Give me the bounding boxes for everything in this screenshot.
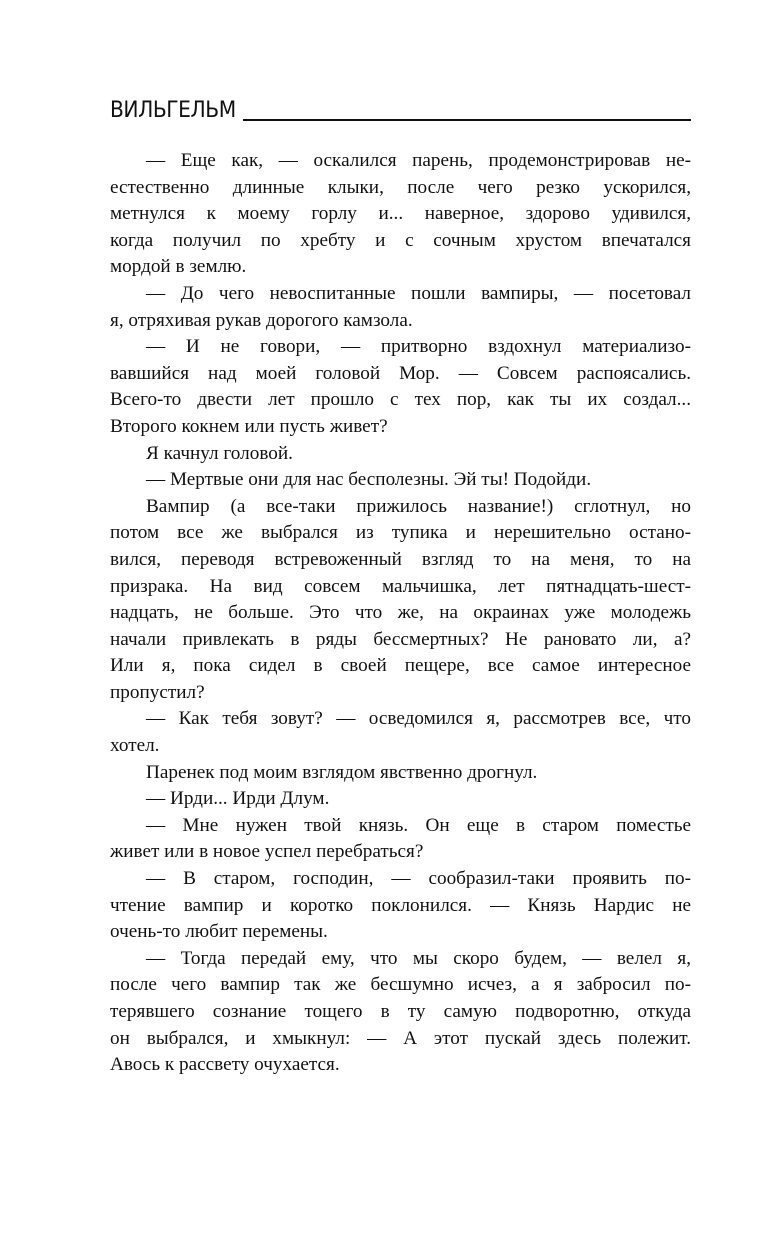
text-line: — Как тебя зовут? — осведомился я, рассмотрев все, что <box>146 708 691 730</box>
paragraph <box>110 706 691 759</box>
text-line: очень-то любит перемены. <box>110 921 328 943</box>
paragraph <box>110 494 691 707</box>
text-line: Второго кокнем или пусть живет? <box>110 415 388 437</box>
text-line: Я качнул головой. <box>146 442 293 464</box>
text-line: живет или в новое успел перебраться? <box>110 841 424 863</box>
paragraph <box>110 441 691 468</box>
paragraph <box>110 467 691 494</box>
text-line: Вампир (а все-таки прижилось название!) сглотнул, но <box>146 495 691 517</box>
text-line: естественно длинные клыки, после чего резко ускорился, <box>110 176 691 198</box>
running-title: ВИЛЬГЕЛЬМ <box>110 98 236 123</box>
paragraph <box>110 946 691 1079</box>
text-line: — До чего невоспитанные пошли вампиры, — посетовал <box>146 282 691 304</box>
text-line: Авось к рассвету очухается. <box>110 1054 340 1076</box>
text-line: я, отряхивая рукав дорогого камзола. <box>110 309 413 331</box>
text-line: вился, переводя встревоженный взгляд то на меня, то на <box>110 548 691 570</box>
paragraph <box>110 334 691 440</box>
text-line: — Тогда передай ему, что мы скоро будем, — велел я, <box>146 947 691 969</box>
running-header <box>110 96 691 122</box>
text-line: вавшийся над моей головой Мор. — Совсем распоясались. <box>110 362 691 384</box>
text-line: мордой в землю. <box>110 256 247 278</box>
text-line: надцать, не больше. Это что же, на окраинах уже молодежь <box>110 602 691 624</box>
text-line: Всего-то двести лет прошло с тех пор, как ты их создал... <box>110 389 691 411</box>
text-line: когда получил по хребту и с сочным хрустом впечатался <box>110 229 691 251</box>
text-line: Паренек под моим взглядом явственно дрогнул. <box>146 761 538 783</box>
paragraph <box>110 786 691 813</box>
body-text <box>110 148 691 1079</box>
text-line: пропустил? <box>110 681 205 703</box>
text-line: после чего вампир так же бесшумно исчез, а я забросил по- <box>110 974 691 996</box>
text-line: чтение вампир и коротко поклонился. — Князь Нардис не <box>110 894 691 916</box>
text-line: метнулся к моему горлу и... наверное, здорово удивился, <box>110 203 691 225</box>
text-line: терявшего сознание тощего в ту самую подворотню, откуда <box>110 1001 691 1022</box>
text-line: — Мертвые они для нас бесполезны. Эй ты! Подойди. <box>146 469 592 491</box>
text-line: хотел. <box>110 735 160 757</box>
text-line: призрака. На вид совсем мальчишка, лет пятнадцать-шест- <box>110 575 691 597</box>
text-line: Или я, пока сидел в своей пещере, все самое интересное <box>110 655 691 677</box>
paragraph <box>110 760 691 787</box>
paragraph <box>110 866 691 946</box>
text-line: — Мне нужен твой князь. Он еще в старом поместье <box>146 814 691 836</box>
text-line: — И не говори, — притворно вздохнул материализо- <box>146 336 691 358</box>
text-line: — В старом, господин, — сообразил-таки проявить по- <box>146 868 691 890</box>
paragraph <box>110 281 691 334</box>
text-line: начали привлекать в ряды бессмертных? Не рановато ли, а? <box>110 628 691 650</box>
text-line: — Еще как, — оскалился парень, продемонстрировав не- <box>146 150 691 171</box>
paragraph <box>110 813 691 866</box>
paragraph <box>110 148 691 281</box>
text-line: — Ирди... Ирди Длум. <box>146 788 330 810</box>
header-rule <box>243 119 691 121</box>
text-line: он выбрался, и хмыкнул: — А этот пускай здесь полежит. <box>110 1027 691 1049</box>
text-line: потом все же выбрался из тупика и нерешительно остано- <box>110 522 691 544</box>
